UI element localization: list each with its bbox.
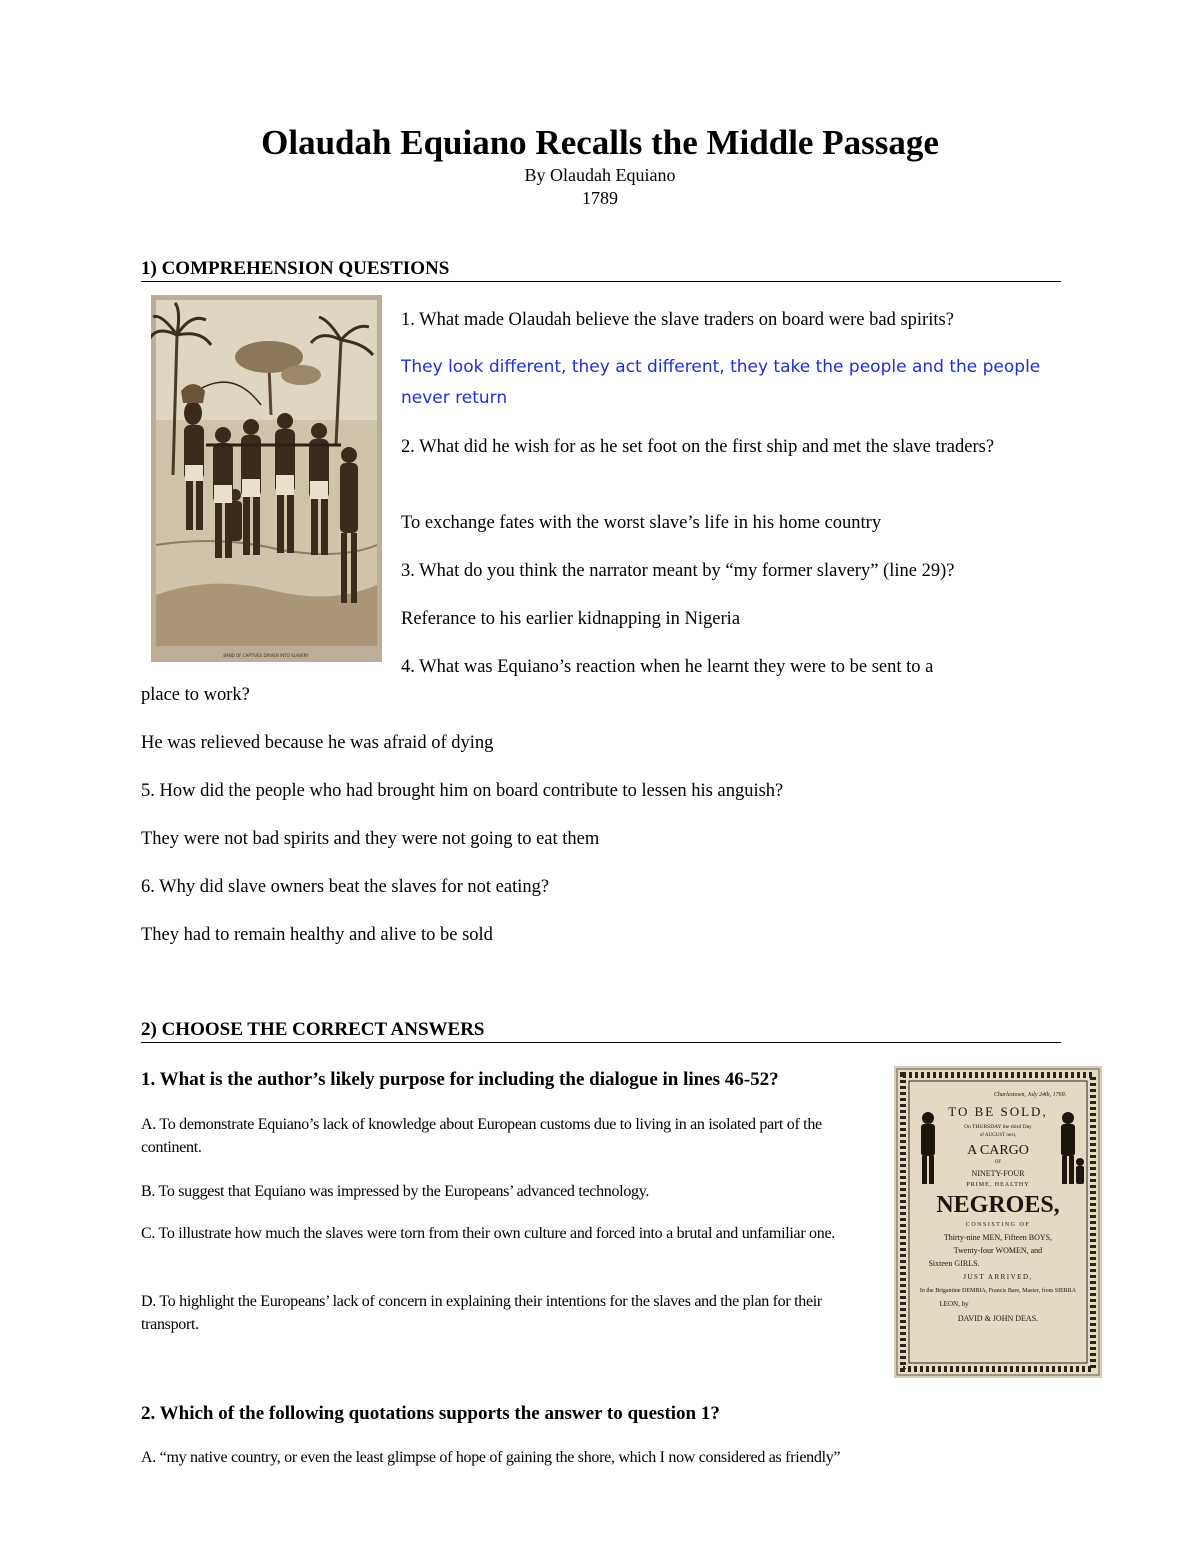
question-4: 4. What was Equiano’s reaction when he learnt they were to be sent to a [401,657,934,677]
poster-of: OF [994,1160,1002,1165]
question-2: 2. What did he wish for as he set foot on the first ship and met the slave traders? [401,437,995,457]
mc-question-1: 1. What is the author’s likely purpose for including the dialogue in lines 46-52? [141,1069,779,1090]
document-title: Olaudah Equiano Recalls the Middle Passage [261,123,939,162]
question-5: 5. How did the people who had brought him on board contribute to lessen his anguish? [141,781,784,801]
mc-q1-option-a: A. To demonstrate Equiano’s lack of knowledge about European customs due to living in an isolated part of the continent. [141,1116,822,1156]
mc-question-2: 2. Which of the following quotations supports the answer to question 1? [141,1403,720,1424]
poster-line-10: Thirty-nine MEN, Fifteen BOYS, [943,1233,1053,1242]
slave-sale-poster [894,1066,1102,1378]
poster-consisting-of: CONSISTING OF [965,1222,1031,1228]
poster-line-12: Sixteen GIRLS. [928,1259,980,1268]
mc-q1-option-c: C. To illustrate how much the slaves were torn from their own culture and forced into a brutal and unfamiliar one. [141,1225,835,1242]
poster-line-3: of AUGUST next, [979,1133,1017,1138]
section-heading-multiple-choice: 2) CHOOSE THE CORRECT ANSWERS [141,1019,1061,1043]
poster-header: Charlestown, July 24th, 1769. [993,1092,1067,1098]
mc-q1-option-b: B. To suggest that Equiano was impressed by the Europeans’ advanced technology. [141,1183,650,1200]
answer-4: He was relieved because he was afraid of dying [141,733,494,753]
question-6: 6. Why did slave owners beat the slaves for not eating? [141,877,550,897]
mc-q1-option-d: D. To highlight the Europeans’ lack of concern in explaining their intentions for the slaves and the plan for their transport. [141,1293,822,1333]
poster-signature: DAVID & JOHN DEAS. [957,1314,1039,1323]
poster-line-14: In the Brigantine DEMBIA, Francis Bare, Master, from SIERRA [919,1288,1077,1294]
question-3: 3. What do you think the narrator meant by “my former slavery” (line 29)? [401,561,955,581]
section-heading-comprehension: 1) COMPREHENSION QUESTIONS [141,258,1061,282]
answer-2: To exchange fates with the worst slave’s life in his home country [401,513,882,533]
poster-line-15: LEON, by [939,1300,969,1308]
mc-q2-option-a: A. “my native country, or even the least glimpse of hope of gaining the shore, which I now considered as friendly” [141,1449,841,1466]
poster-just-arrived: JUST ARRIVED, [963,1273,1033,1281]
answer-6: They had to remain healthy and alive to be sold [141,925,493,945]
question-4-continued: place to work? [141,685,250,705]
publication-year: 1789 [582,188,618,208]
answer-3: Referance to his earlier kidnapping in Nigeria [401,609,741,629]
poster-prime-healthy: PRIME, HEALTHY [966,1182,1030,1188]
poster-line-11: Twenty-four WOMEN, and [953,1246,1043,1255]
poster-ninety-four: NINETY-FOUR [971,1169,1025,1178]
poster-to-be-sold: TO BE SOLD, [948,1104,1048,1119]
answer-1: They look different, they act different, they take the people and the people never return [401,357,1041,408]
author-byline: By Olaudah Equiano [524,165,676,185]
poster-a-cargo: A CARGO [967,1143,1029,1158]
poster-line-2: On THURSDAY the third Day [964,1124,1032,1130]
illustration-caption: BAND OF CAPTIVES DRIVEN INTO SLAVERY [223,653,309,658]
question-1: 1. What made Olaudah believe the slave traders on board were bad spirits? [401,310,954,330]
captives-illustration [151,295,382,662]
answer-5: They were not bad spirits and they were not going to eat them [141,829,600,849]
poster-negroes: NEGROES, [936,1192,1060,1218]
